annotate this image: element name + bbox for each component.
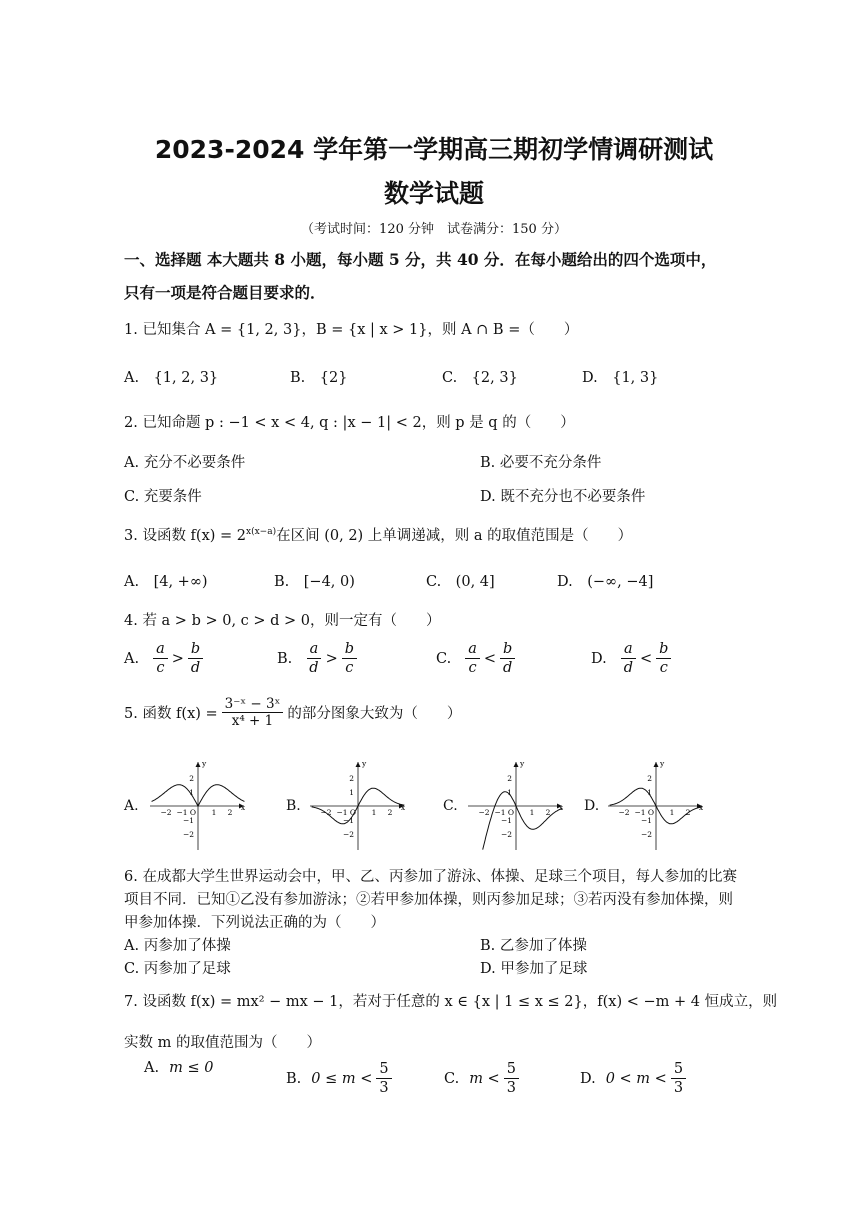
question-6-stem-line2: 项目不同．已知①乙没有参加游泳；②若甲参加体操，则丙参加足球；③若丙没有参加体操，则 bbox=[124, 892, 733, 908]
x-tick-label: 2 bbox=[387, 808, 393, 817]
y-tick-label: −1 bbox=[182, 816, 194, 825]
x-tick-label: 2 bbox=[227, 808, 233, 817]
question-2-stem: 2. 已知命题 p : −1 < x < 4, q : |x − 1| < 2，则 p 是 q 的（ ） bbox=[124, 415, 575, 431]
section-heading-line1: 一、选择题 本大题共 8 小题，每小题 5 分，共 40 分．在每小题给出的四个选项中， bbox=[124, 250, 717, 269]
question-2-option-c: C. 充要条件 bbox=[124, 489, 202, 505]
fraction-right-denominator: c bbox=[659, 660, 668, 676]
y-axis-label: y bbox=[520, 759, 525, 768]
question-7-option-b bbox=[286, 1060, 392, 1097]
question-6-option-c: C. 丙参加了足球 bbox=[124, 961, 231, 977]
fraction-right bbox=[342, 640, 357, 677]
question-1-option-b: B. {2} bbox=[290, 370, 348, 386]
option-letter: A. bbox=[144, 1060, 160, 1076]
fraction-left-denominator: c bbox=[156, 660, 165, 676]
option-expression: 0 < m < bbox=[605, 1070, 667, 1087]
y-tick-label: 1 bbox=[507, 788, 512, 797]
question-4-option-c bbox=[436, 640, 519, 677]
question-2-option-d: D. 既不充分也不必要条件 bbox=[480, 489, 646, 505]
option-expression: m ≤ 0 bbox=[169, 1060, 214, 1076]
question-5-stem bbox=[124, 696, 461, 729]
x-tick-label: 1 bbox=[669, 808, 675, 817]
question-4-option-a bbox=[124, 640, 207, 677]
y-tick-label: −1 bbox=[640, 816, 652, 825]
question-5-graph-a bbox=[148, 758, 248, 852]
x-tick-label: 1 bbox=[529, 808, 535, 817]
y-axis-arrow-icon bbox=[356, 762, 361, 767]
y-axis-label: y bbox=[202, 759, 207, 768]
origin-label: O bbox=[189, 808, 197, 817]
section-heading-line2: 只有一项是符合题目要求的． bbox=[124, 283, 326, 302]
fraction-left bbox=[621, 640, 636, 677]
option-letter: B. bbox=[286, 1070, 302, 1087]
y-tick-label: 1 bbox=[647, 788, 652, 797]
fraction-right-numerator: b bbox=[342, 640, 357, 659]
page-title: 2023-2024 学年第一学期高三期初学情调研测试 bbox=[154, 135, 714, 164]
y-tick-label: 2 bbox=[349, 774, 354, 783]
option-expression: m < bbox=[469, 1070, 500, 1087]
fraction-right bbox=[188, 640, 203, 677]
fraction-right bbox=[656, 640, 671, 677]
fraction-left-denominator: d bbox=[309, 660, 319, 676]
y-tick-label: −2 bbox=[500, 830, 512, 839]
option-letter: B. bbox=[277, 650, 293, 667]
question-6-option-a: A. 丙参加了体操 bbox=[124, 938, 231, 954]
question-5-graph-c bbox=[466, 758, 566, 852]
y-tick-label: −2 bbox=[182, 830, 194, 839]
question-1-option-c: C. {2, 3} bbox=[442, 370, 518, 386]
y-axis-arrow-icon bbox=[654, 762, 659, 767]
fraction-right bbox=[500, 640, 515, 677]
x-tick-label: 2 bbox=[685, 808, 691, 817]
comparison-operator: < bbox=[640, 650, 653, 667]
question-5-option-b-label: B. bbox=[286, 798, 301, 814]
question-3-option-a: A. [4, +∞) bbox=[124, 574, 208, 590]
y-tick-label: −2 bbox=[342, 830, 354, 839]
x-tick-label: 1 bbox=[371, 808, 377, 817]
fraction-left-denominator: d bbox=[623, 660, 634, 676]
fraction-right-denominator: c bbox=[345, 660, 354, 676]
fraction-numerator: 5 bbox=[671, 1060, 686, 1079]
x-tick-label: −2 bbox=[160, 808, 172, 817]
comparison-operator: < bbox=[483, 650, 496, 667]
option-letter: D. bbox=[591, 650, 607, 667]
fraction-left-denominator: c bbox=[468, 660, 477, 676]
question-3-option-c: C. (0, 4] bbox=[426, 574, 495, 590]
question-6-option-b: B. 乙参加了体操 bbox=[480, 938, 587, 954]
fraction-denominator: 3 bbox=[506, 1080, 516, 1096]
y-axis-arrow-icon bbox=[514, 762, 519, 767]
option-letter: C. bbox=[444, 1070, 460, 1087]
x-tick-label: 2 bbox=[545, 808, 551, 817]
question-3-option-b: B. [−4, 0) bbox=[274, 574, 355, 590]
x-tick-label: −1 bbox=[176, 808, 188, 817]
fraction-denominator: 3 bbox=[379, 1080, 389, 1096]
question-6-stem-line3: 甲参加体操．下列说法正确的为（ ） bbox=[124, 915, 385, 931]
fraction-left-numerator: a bbox=[307, 640, 322, 659]
question-4-option-d bbox=[591, 640, 675, 677]
question-3-option-d: D. (−∞, −4] bbox=[557, 574, 654, 590]
option-letter: D. bbox=[580, 1070, 596, 1087]
fraction-right-denominator: d bbox=[190, 660, 201, 676]
x-axis-label: x bbox=[698, 803, 704, 812]
question-4-option-b bbox=[277, 640, 361, 677]
fraction-denominator: 3 bbox=[673, 1080, 684, 1096]
y-tick-label: −1 bbox=[500, 816, 512, 825]
question-7-option-a bbox=[144, 1060, 213, 1076]
option-fraction bbox=[504, 1060, 519, 1097]
question-2-option-a: A. 充分不必要条件 bbox=[124, 455, 246, 471]
y-tick-label: −2 bbox=[640, 830, 652, 839]
question-5-denominator: x⁴ + 1 bbox=[231, 713, 274, 729]
origin-label: O bbox=[647, 808, 655, 817]
x-tick-label: −1 bbox=[634, 808, 646, 817]
comparison-operator: > bbox=[325, 650, 338, 667]
question-5-graph-b bbox=[308, 758, 408, 852]
fraction-numerator: 5 bbox=[504, 1060, 519, 1079]
x-axis-label: x bbox=[400, 803, 406, 812]
question-2-option-b: B. 必要不充分条件 bbox=[480, 455, 602, 471]
function-curve bbox=[483, 792, 563, 850]
option-expression: 0 ≤ m < bbox=[311, 1070, 373, 1087]
question-3-stem-prefix: 3. 设函数 f(x) = 2 bbox=[124, 528, 247, 544]
fraction-left-numerator: a bbox=[465, 640, 480, 659]
page-subtitle: 数学试题 bbox=[383, 179, 484, 208]
y-axis-label: y bbox=[660, 759, 665, 768]
question-7-option-c bbox=[444, 1060, 519, 1097]
option-fraction bbox=[671, 1060, 686, 1097]
question-6-option-d: D. 甲参加了足球 bbox=[480, 961, 588, 977]
x-tick-label: −2 bbox=[618, 808, 630, 817]
question-5-numerator: 3⁻ˣ − 3ˣ bbox=[222, 696, 284, 713]
y-tick-label: 1 bbox=[189, 788, 194, 797]
exam-meta: （考试时间：120 分钟 试卷满分：150 分） bbox=[301, 222, 567, 237]
y-axis-label: y bbox=[362, 759, 367, 768]
fraction-right-denominator: d bbox=[503, 660, 513, 676]
fraction-left-numerator: a bbox=[153, 640, 168, 659]
question-5-option-c-label: C. bbox=[443, 798, 458, 814]
question-7-stem-line2: 实数 m 的取值范围为（ ） bbox=[124, 1035, 321, 1051]
question-1-option-a: A. {1, 2, 3} bbox=[124, 370, 219, 386]
question-1-stem: 1. 已知集合 A = {1, 2, 3}，B = {x | x > 1}，则 A ∩ B =（ ） bbox=[124, 322, 579, 338]
x-axis-label: x bbox=[558, 803, 564, 812]
fraction-right-numerator: b bbox=[500, 640, 515, 659]
question-7-stem-line1: 7. 设函数 f(x) = mx² − mx − 1，若对于任意的 x ∈ {x | 1 ≤ x ≤ 2}，f(x) < −m + 4 恒成立，则 bbox=[124, 994, 778, 1010]
question-4-stem: 4. 若 a > b > 0, c > d > 0，则一定有（ ） bbox=[124, 613, 441, 629]
origin-label: O bbox=[349, 808, 357, 817]
question-5-option-a-label: A. bbox=[124, 798, 139, 814]
question-1-option-d: D. {1, 3} bbox=[582, 370, 659, 386]
question-5-stem-suffix: 的部分图象大致为（ ） bbox=[287, 706, 462, 722]
y-tick-label: 2 bbox=[507, 774, 512, 783]
x-tick-label: −1 bbox=[494, 808, 506, 817]
x-tick-label: −2 bbox=[478, 808, 490, 817]
question-3-stem-suffix: 在区间 (0, 2) 上单调递减，则 a 的取值范围是（ ） bbox=[276, 528, 633, 544]
fraction-left bbox=[465, 640, 480, 677]
question-5-fraction bbox=[222, 696, 284, 729]
question-3-exponent: x(x−a) bbox=[246, 527, 277, 538]
fraction-left bbox=[153, 640, 168, 677]
question-5-graph-d bbox=[606, 758, 706, 852]
comparison-operator: > bbox=[171, 650, 184, 667]
fraction-numerator: 5 bbox=[376, 1060, 391, 1079]
fraction-right-numerator: b bbox=[188, 640, 203, 659]
x-tick-label: −2 bbox=[320, 808, 332, 817]
x-tick-label: 1 bbox=[211, 808, 217, 817]
question-5-stem-prefix: 5. 函数 f(x) = bbox=[124, 706, 218, 722]
fraction-left bbox=[306, 640, 321, 677]
option-fraction bbox=[376, 1060, 391, 1097]
question-3-stem bbox=[124, 524, 632, 545]
fraction-right-numerator: b bbox=[656, 640, 671, 659]
question-5-option-d-label: D. bbox=[584, 798, 600, 814]
y-tick-label: 1 bbox=[349, 788, 354, 797]
option-letter: C. bbox=[436, 650, 452, 667]
y-tick-label: 2 bbox=[189, 774, 194, 783]
origin-label: O bbox=[507, 808, 515, 817]
fraction-left-numerator: a bbox=[621, 640, 636, 659]
y-axis-arrow-icon bbox=[196, 762, 201, 767]
x-tick-label: −1 bbox=[336, 808, 348, 817]
y-tick-label: −1 bbox=[342, 816, 354, 825]
y-tick-label: 2 bbox=[647, 774, 652, 783]
x-axis-label: x bbox=[240, 803, 246, 812]
question-6-stem-line1: 6. 在成都大学生世界运动会中，甲、乙、丙参加了游泳、体操、足球三个项目，每人参加的比赛 bbox=[124, 869, 737, 885]
question-7-option-d bbox=[580, 1060, 686, 1097]
option-letter: A. bbox=[124, 650, 140, 667]
